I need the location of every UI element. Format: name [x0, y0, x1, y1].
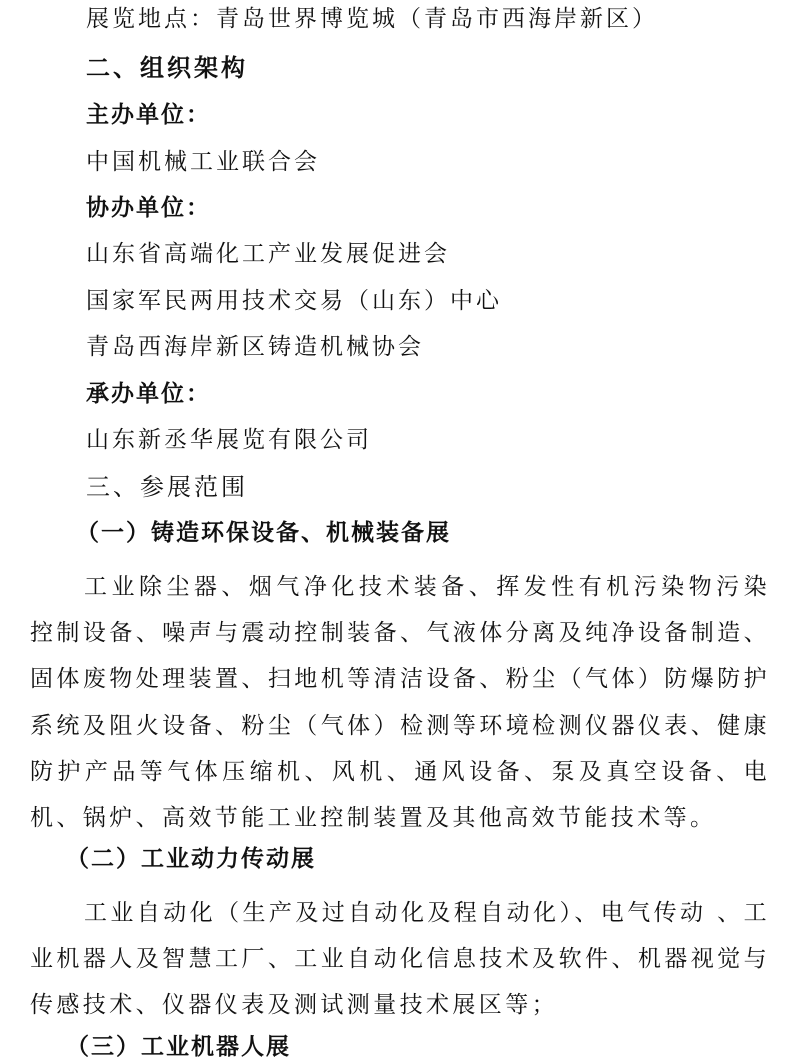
co-organizer-unit-2: 国家军民两用技术交易（山东）中心: [86, 288, 502, 314]
exhibition-location: 展览地点：青岛世界博览城（青岛市西海岸新区）: [86, 6, 658, 32]
organizer-label: 承办单位：: [86, 381, 211, 407]
host-label: 主办单位：: [86, 102, 211, 128]
subsection-title-2: （二）工业动力传动展: [66, 846, 316, 872]
co-organizer-unit-1: 山东省高端化工产业发展促进会: [86, 241, 450, 267]
subsection-body-1: 工业除尘器、烟气净化技术装备、挥发性有机污染物污染控制设备、噪声与震动控制装备、气液体分离及纯净设备制造、固体废物处理装置、扫地机等清洁设备、粉尘（气体）防爆防护系统及阻火设备、粉尘（气体）检测等环境检测仪器仪表、健康防护产品等气体压缩机、风机、通风设备、泵及真空设备、电机、锅炉、高效节能工业控制装置及其他高效节能技术等。: [30, 574, 770, 832]
section-title-scope: 三、参展范围: [86, 473, 248, 501]
host-unit: 中国机械工业联合会: [86, 149, 320, 175]
co-organizer-label: 协办单位：: [86, 195, 211, 221]
subsection-body-2: 工业自动化（生产及过自动化及程自动化）、电气传动 、工业机器人及智慧工厂、工业自动化信息技术及软件、机器视觉与传感技术、仪器仪表及测试测量技术展区等；: [30, 900, 770, 1019]
subsection-title-3: （三）工业机器人展: [66, 1034, 291, 1060]
subsection-title-1: （一）铸造环保设备、机械装备展: [76, 520, 451, 546]
organizer-unit: 山东新丞华展览有限公司: [86, 427, 372, 453]
co-organizer-unit-3: 青岛西海岸新区铸造机械协会: [86, 334, 424, 360]
section-title-organization: 二、组织架构: [86, 54, 248, 82]
